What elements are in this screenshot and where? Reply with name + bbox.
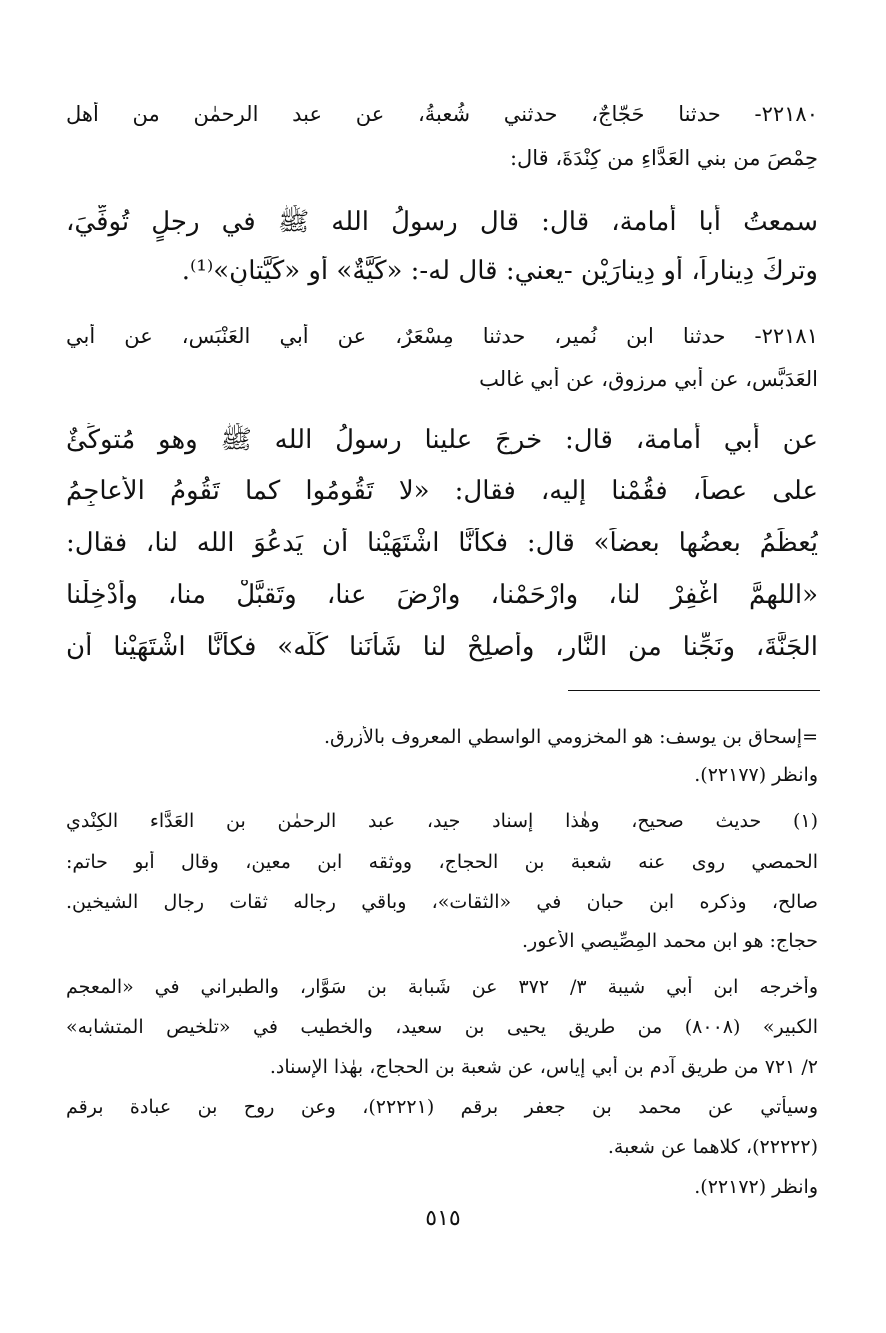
hadith-22181-matn-line-5: الجَنَّةَ، ونَجِّنا من النَّارِ، وأَصلِحْ لنا شَأْنَنا كُلَّه» فكأَنَّا اشْتَهَيْنا أَن — [66, 632, 818, 662]
footnote-divider — [568, 690, 820, 691]
footnote-line-7: وأخرجه ابن أبي شيبة ٣/ ٣٧٢ عن شَبابة بن سَوَّار، والطبراني في «المعجم — [66, 976, 818, 998]
hadith-22180-isnad-line-2: حِمْصَ من بني العَدَّاءِ من كِنْدَةَ، قال: — [509, 146, 818, 170]
footnote-line-11: (٢٢٢٢٢)، كلاهما عن شعبة. — [607, 1136, 818, 1158]
page-number: ٥١٥ — [425, 1206, 461, 1231]
footnote-line-12: وانظر (٢٢١٧٢). — [694, 1176, 818, 1198]
footnote-line-3: (١) حديث صحيح، وهٰذا إسناد جيد، عبد الرحمٰن بن العَدَّاء الكِنْدي — [66, 810, 818, 832]
hadith-22180-isnad-line-1: ٢٢١٨٠- حدثنا حَجّاجٌ، حدثني شُعبةُ، عن عبد الرحمٰن من أَهل — [66, 102, 818, 126]
hadith-22181-matn-line-4: «اللهمَّ اغْفِرْ لنا، وارْحَمْنا، وارْضَ عنا، وتَقبَّلْ منا، وأَدْخِلْنا — [66, 580, 818, 610]
hadith-22180-matn-line-1: سمعتُ أَبا أُمامة، قال: قال رسولُ الله ﷺ في رجلٍ تُوفِّيَ، — [66, 207, 818, 237]
footnote-line-4: الحمصي روى عنه شعبة بن الحجاج، ووثقه ابن معين، وقال أبو حاتم: — [66, 851, 818, 873]
footnote-line-9: ٢/ ٧٢١ من طريق آدم بن أبي إياس، عن شعبة بن الحجاج، بهٰذا الإسناد. — [269, 1056, 818, 1078]
hadith-22181-isnad-line-1: ٢٢١٨١- حدثنا ابن نُميرٍ، حدثنا مِسْعَرٌ، عن أَبي العَنْبَس، عن أَبي — [66, 324, 818, 348]
footnote-line-5: صالح، وذكره ابن حبان في «الثقات»، وباقي رجاله ثقات رجال الشيخين. — [66, 891, 818, 913]
footnote-line-2: وانظر (٢٢١٧٧). — [694, 764, 818, 786]
hadith-22181-matn-line-3: يُعظِّمُ بعضُها بعضاً» قال: فكأَنَّا اشْتَهَيْنا أَن يَدعُوَ الله لنا، فقال: — [66, 528, 818, 558]
hadith-22181-matn-line-2: على عصاً، فقُمْنا إليه، فقال: «لا تَقُومُوا كما تَقُومُ الأَعاجِمُ — [66, 476, 818, 506]
footnote-line-1: =إسحاق بن يوسف: هو المخزومي الواسطي المعروف بالأزرق. — [324, 726, 818, 748]
hadith-22180-matn-line-2: وتركَ دِيناراً، أَو دِينارَيْنِ -يعني: قال له-: «كَيَّةٌ» أَو «كَيَّتانِ»⁽¹⁾. — [181, 256, 818, 286]
footnote-line-6: حجاج: هو ابن محمد المِصِّيصي الأعور. — [522, 930, 818, 952]
hadith-22181-isnad-line-2: العَدَبَّس، عن أَبي مرزوق، عن أَبي غالب — [479, 367, 818, 391]
hadith-22181-matn-line-1: عن أَبي أُمامة، قال: خرجَ علينا رسولُ الله ﷺ وهو مُتوكِّئٌ — [66, 425, 818, 455]
footnote-line-8: الكبير» (٨٠٠٨) من طريق يحيى بن سعيد، والخطيب في «تلخيص المتشابه» — [66, 1016, 818, 1038]
footnote-line-10: وسيأتي عن محمد بن جعفر برقم (٢٢٢٢١)، وعن روح بن عبادة برقم — [66, 1096, 818, 1118]
